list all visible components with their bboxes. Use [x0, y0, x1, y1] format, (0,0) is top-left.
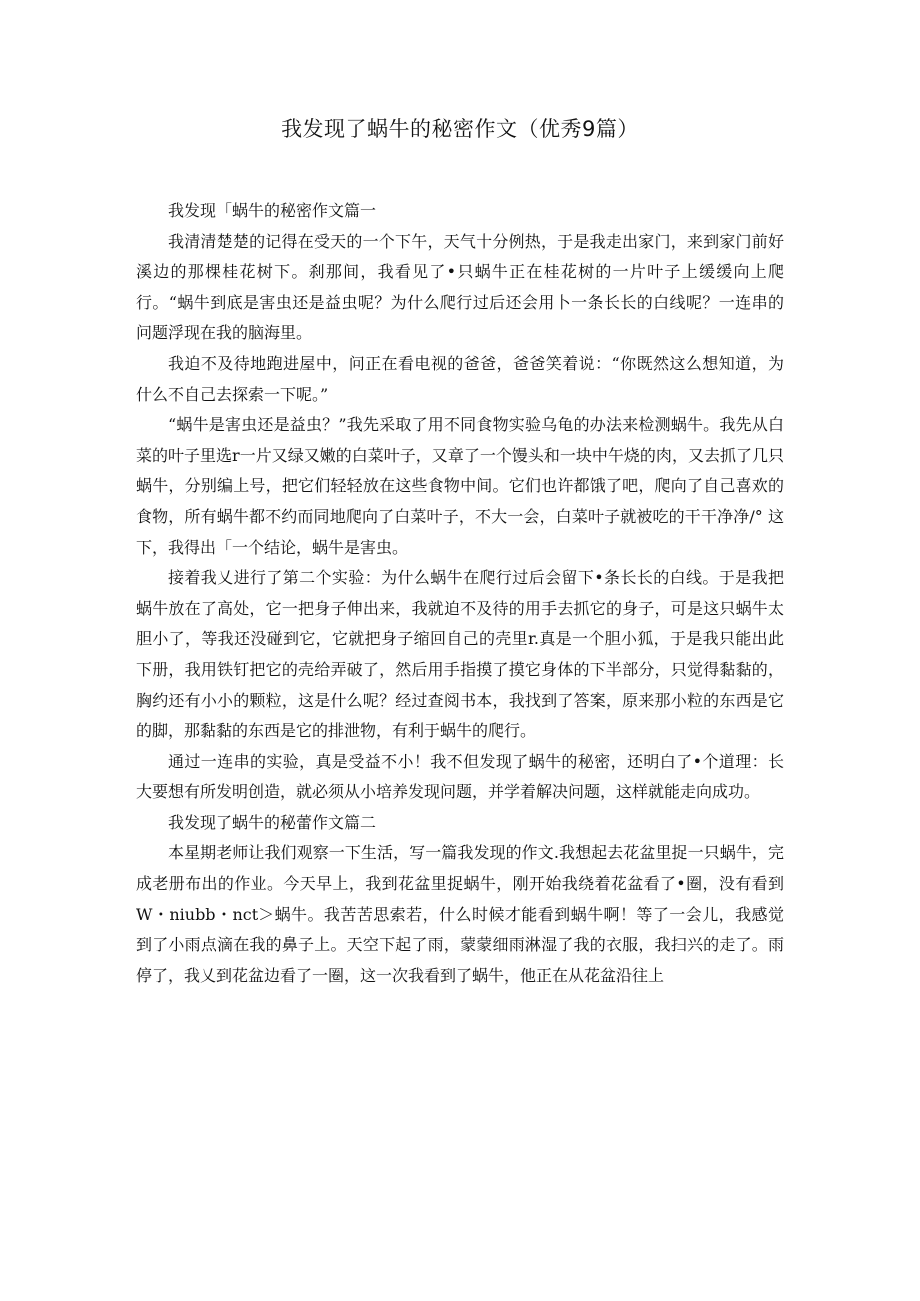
paragraph: 通过一连串的实验，真是受益不小！我不但发现了蜗牛的秘密，还明白了•个道理：长大要想有所发明创造，就必须从小培养发现问题，并学着解决问题，这样就能走向成功。	[136, 751, 784, 802]
document-title: 我发现了蜗牛的秘密作文（优秀9篇）	[281, 117, 639, 141]
paragraph: 接着我乂进行了第二个实验：为什么蜗牛在爬行过后会留下•条长长的白线。于是我把蜗牛放在了高处，它一把身子伸出来，我就迫不及待的用手去抓它的身子，可是这只蜗牛太胆小了，等我还没碰到它，它就把身子缩回自己的壳里r.真是一个胆小狐，于是我只能出此下册，我用铁钉把它的壳给弄破了，然后用手指摸了摸它身体的下半部分，只觉得黏黏的，胸约还有小小的颗粒，这是什么呢？经过查阅书本，我找到了答案，原来那小粒的东西是它的脚，那黏黏的东西是它的排泄物，有利于蜗牛的爬行。	[136, 568, 784, 741]
paragraph: 我清清楚楚的记得在受天的一个下午，天气十分例热，于是我走出家门，来到家门前好溪边的那棵桂花树下。刹那间，我看见了•只蜗牛正在桂花树的一片叶子上缓缓向上爬行。“蜗牛到底是害虫还是益虫呢？为什么爬行过后还会用卜一条长长的白线呢？一连串的问题浮现在我的脑海里。	[136, 231, 784, 343]
paragraph: 本星期老师让我们观察一下生活，写一篇我发现的作文.我想起去花盆里捉一只蜗牛，完成老册布出的作业。今天早上，我到花盆里捉蜗牛，刚开始我绕着花盆看了•圈，没有看到W・niubb・nct＞蜗牛。我苦苦思索若，什么时候才能看到蜗牛啊！等了一会儿，我感觉到了小雨点滴在我的鼻子上。天空下起了雨，蒙蒙细雨淋湿了我的衣服，我扫兴的走了。雨停了，我乂到花盆边看了一圈，这一次我看到了蜗牛，他正在从花盆沿往上	[136, 843, 784, 985]
paragraph: “蜗牛是害虫还是益虫？”我先采取了用不同食物实验乌龟的办法来检测蜗牛。我先从白菜的叶子里选r一片又绿又嫩的白菜叶子，又章了一个馒头和一块中午烧的肉，又去抓了几只蜗牛，分别编上号，把它们轻轻放在这些食物中间。它们也许都饿了吧，爬向了自己喜欢的食物，所有蜗牛都不约而同地爬向了白菜叶子，不大一会，白菜叶子就被吃的干干净净/° 这下，我得出「一个结论，蜗牛是害虫。	[136, 415, 784, 557]
paragraph: 我迫不及待地跑进屋中，问正在看电视的爸爸，爸爸笑着说：“你既然这么想知道，为什么不自己去探索一下呢。”	[136, 353, 784, 404]
section-heading-1: 我发现「蜗牛的秘密作文篇一	[168, 201, 377, 220]
section-heading-2: 我发现了蜗牛的秘蕾作文篇二	[168, 812, 377, 832]
document-body	[136, 196, 784, 991]
